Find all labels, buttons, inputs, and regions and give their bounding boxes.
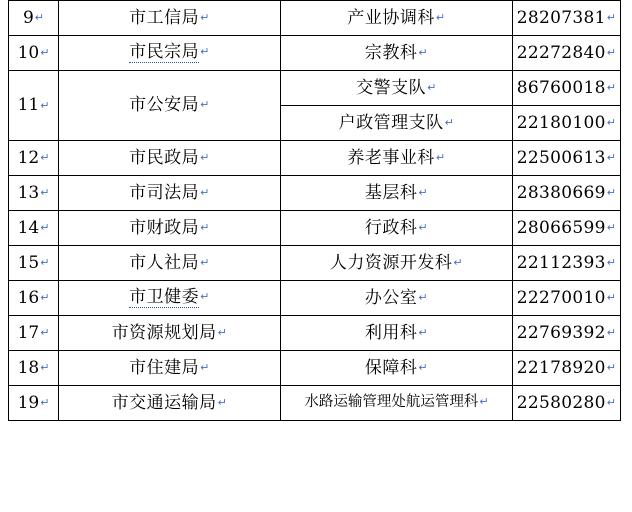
unit-name-cell [59, 36, 281, 71]
revision-mark: ↵ [200, 150, 210, 164]
revision-mark: ↵ [606, 116, 617, 130]
revision-mark: ↵ [418, 360, 429, 374]
phone-value: 22178920 [516, 357, 606, 378]
department-cell [281, 386, 513, 421]
department-value: 养老事业科 [347, 147, 435, 168]
revision-mark: ↵ [606, 46, 617, 60]
table-row [9, 281, 621, 316]
unit-name-cell [59, 176, 281, 211]
table-row [9, 351, 621, 386]
table-row [9, 316, 621, 351]
department-value: 利用科 [364, 322, 418, 343]
phone-cell [513, 1, 621, 36]
unit-name-value: 市人社局 [129, 252, 200, 273]
row-index-cell [9, 36, 59, 71]
phone-cell [513, 281, 621, 316]
revision-mark: ↵ [427, 80, 437, 94]
department-value: 户政管理支队 [338, 112, 444, 133]
phone-value: 22500613 [516, 147, 606, 168]
revision-mark: ↵ [606, 256, 617, 270]
row-index-value: 16 [17, 287, 40, 308]
table-row [9, 141, 621, 176]
revision-mark: ↵ [606, 291, 617, 305]
revision-mark: ↵ [40, 98, 50, 112]
unit-name-cell [59, 386, 281, 421]
department-cell [281, 246, 513, 281]
contact-table [8, 0, 621, 421]
revision-mark: ↵ [217, 325, 228, 339]
revision-mark: ↵ [479, 394, 489, 408]
phone-cell [513, 71, 621, 106]
unit-name-value: 市民宗局 [129, 41, 200, 62]
table-row [9, 1, 621, 36]
row-index-value: 17 [17, 322, 40, 343]
phone-cell [513, 351, 621, 386]
revision-mark: ↵ [40, 291, 50, 305]
unit-name-value: 市住建局 [129, 357, 200, 378]
unit-name-cell [59, 281, 281, 316]
row-index-cell [9, 71, 59, 141]
department-value: 办公室 [364, 287, 418, 308]
unit-name-cell [59, 1, 281, 36]
row-index-value: 19 [17, 392, 40, 413]
revision-mark: ↵ [40, 221, 50, 235]
department-cell [281, 316, 513, 351]
revision-mark: ↵ [606, 151, 617, 165]
revision-mark: ↵ [200, 255, 210, 269]
revision-mark: ↵ [40, 396, 50, 410]
department-value: 水路运输管理处航运管理科 [304, 394, 479, 411]
phone-value: 28380669 [516, 182, 606, 203]
revision-mark: ↵ [40, 256, 50, 270]
department-value: 基层科 [364, 182, 418, 203]
revision-mark: ↵ [606, 361, 617, 375]
phone-value: 22272840 [516, 42, 606, 63]
revision-mark: ↵ [453, 255, 464, 269]
department-cell [281, 176, 513, 211]
unit-name-value: 市司法局 [129, 182, 200, 203]
revision-mark: ↵ [200, 220, 210, 234]
unit-name-value: 市公安局 [129, 95, 200, 116]
revision-mark: ↵ [606, 81, 617, 95]
revision-mark: ↵ [40, 326, 50, 340]
row-index-cell [9, 386, 59, 421]
department-cell [281, 351, 513, 386]
table-row [9, 71, 621, 106]
revision-mark: ↵ [606, 11, 617, 25]
department-value: 保障科 [364, 357, 418, 378]
unit-name-cell [59, 316, 281, 351]
table-row [9, 246, 621, 281]
revision-mark: ↵ [200, 289, 210, 303]
phone-value: 22270010 [516, 287, 606, 308]
row-index-value: 10 [17, 42, 40, 63]
row-index-cell [9, 351, 59, 386]
department-cell [281, 211, 513, 246]
row-index-value: 14 [17, 217, 40, 238]
revision-mark: ↵ [606, 186, 617, 200]
unit-name-value: 市资源规划局 [111, 322, 217, 343]
department-cell [281, 106, 513, 141]
revision-mark: ↵ [606, 326, 617, 340]
unit-name-value: 市民政局 [129, 147, 200, 168]
unit-name-cell [59, 211, 281, 246]
revision-mark: ↵ [200, 185, 210, 199]
revision-mark: ↵ [200, 360, 210, 374]
phone-value: 22112393 [516, 252, 606, 273]
revision-mark: ↵ [418, 185, 429, 199]
phone-cell [513, 141, 621, 176]
row-index-cell [9, 1, 59, 36]
revision-mark: ↵ [217, 395, 228, 409]
table-body [9, 1, 621, 421]
unit-name-cell [59, 71, 281, 141]
revision-mark: ↵ [435, 10, 446, 24]
phone-cell [513, 106, 621, 141]
table-row [9, 211, 621, 246]
table-row [9, 176, 621, 211]
row-index-cell [9, 316, 59, 351]
department-value: 产业协调科 [347, 7, 435, 28]
phone-cell [513, 386, 621, 421]
department-cell [281, 141, 513, 176]
revision-mark: ↵ [40, 361, 50, 375]
row-index-value: 11 [17, 95, 40, 116]
department-value: 人力资源开发科 [329, 252, 453, 273]
row-index-cell [9, 141, 59, 176]
phone-value: 22180100 [516, 112, 606, 133]
phone-cell [513, 211, 621, 246]
phone-value: 28066599 [516, 217, 606, 238]
revision-mark: ↵ [606, 396, 617, 410]
revision-mark: ↵ [444, 115, 455, 129]
row-index-cell [9, 246, 59, 281]
unit-name-cell [59, 141, 281, 176]
revision-mark: ↵ [418, 45, 429, 59]
phone-value: 86760018 [516, 77, 606, 98]
unit-name-cell [59, 246, 281, 281]
department-value: 行政科 [364, 217, 418, 238]
unit-name-value: 市财政局 [129, 217, 200, 238]
department-cell [281, 281, 513, 316]
department-cell [281, 1, 513, 36]
revision-mark: ↵ [200, 44, 210, 58]
row-index-value: 12 [17, 147, 40, 168]
department-cell [281, 71, 513, 106]
unit-name-cell [59, 351, 281, 386]
row-index-cell [9, 211, 59, 246]
row-index-value: 13 [17, 182, 40, 203]
phone-value: 28207381 [516, 7, 606, 28]
department-value: 交警支队 [356, 77, 427, 98]
phone-cell [513, 36, 621, 71]
revision-mark: ↵ [418, 220, 429, 234]
row-index-cell [9, 281, 59, 316]
revision-mark: ↵ [200, 98, 210, 112]
revision-mark: ↵ [418, 290, 429, 304]
table-row [9, 386, 621, 421]
unit-name-value: 市工信局 [129, 7, 200, 28]
phone-cell [513, 316, 621, 351]
revision-mark: ↵ [435, 150, 446, 164]
phone-cell [513, 246, 621, 281]
phone-value: 22769392 [516, 322, 606, 343]
department-value: 宗教科 [364, 42, 418, 63]
table-row [9, 36, 621, 71]
unit-name-value: 市交通运输局 [111, 392, 217, 413]
row-index-value: 9 [22, 7, 34, 28]
revision-mark: ↵ [40, 151, 50, 165]
row-index-value: 15 [17, 252, 40, 273]
revision-mark: ↵ [34, 11, 45, 25]
revision-mark: ↵ [418, 325, 429, 339]
revision-mark: ↵ [40, 46, 50, 60]
department-cell [281, 36, 513, 71]
row-index-cell [9, 176, 59, 211]
phone-value: 22580280 [516, 392, 606, 413]
row-index-value: 18 [17, 357, 40, 378]
revision-mark: ↵ [200, 10, 210, 24]
revision-mark: ↵ [606, 221, 617, 235]
revision-mark: ↵ [40, 186, 50, 200]
phone-cell [513, 176, 621, 211]
unit-name-value: 市卫健委 [129, 286, 200, 307]
